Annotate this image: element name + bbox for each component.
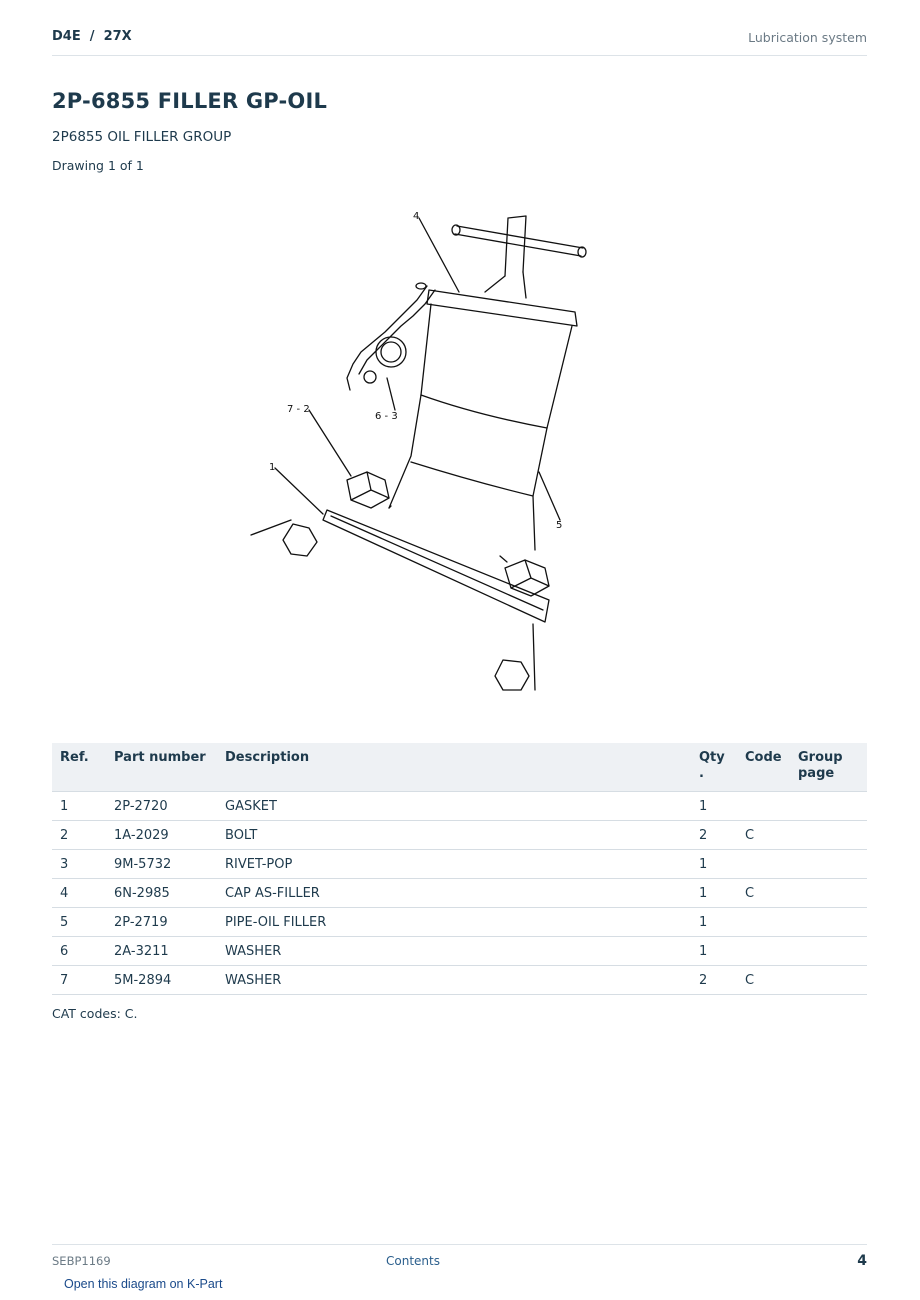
cell-ref: 3: [52, 850, 106, 879]
cell-group-page: [790, 792, 867, 821]
cell-description: BOLT: [217, 821, 691, 850]
cell-part-number: 2A-3211: [106, 937, 217, 966]
cell-description: CAP AS-FILLER: [217, 879, 691, 908]
cell-part-number: 1A-2029: [106, 821, 217, 850]
cell-code: C: [737, 879, 790, 908]
col-group-line1: Group: [798, 750, 843, 765]
cell-description: WASHER: [217, 966, 691, 995]
cell-part-number: 6N-2985: [106, 879, 217, 908]
cell-group-page: [790, 821, 867, 850]
page-number: 4: [857, 1253, 867, 1269]
cell-qty: 1: [691, 908, 737, 937]
cell-qty: 2: [691, 821, 737, 850]
cell-description: RIVET-POP: [217, 850, 691, 879]
col-part-number: Part number: [106, 743, 217, 792]
table-row: [52, 821, 867, 850]
drawing-count: Drawing 1 of 1: [52, 158, 144, 173]
parts-diagram: [195, 190, 725, 710]
cell-description: PIPE-OIL FILLER: [217, 908, 691, 937]
col-qty: [691, 743, 737, 792]
col-group-line2: page: [798, 766, 835, 781]
cell-ref: 6: [52, 937, 106, 966]
open-kpart-link[interactable]: Open this diagram on K-Part: [64, 1277, 223, 1291]
table-header-row: [52, 743, 867, 792]
cell-qty: 2: [691, 966, 737, 995]
callout-label: 6 - 3: [375, 411, 398, 422]
callout-label: 7 - 2: [287, 404, 310, 415]
callout-label: 4: [413, 211, 420, 222]
cell-code: [737, 937, 790, 966]
callout-label: 5: [556, 520, 563, 531]
table-row: [52, 908, 867, 937]
table-row: [52, 937, 867, 966]
callout-label: 1: [269, 462, 276, 473]
section-name: Lubrication system: [748, 30, 867, 45]
col-description: Description: [217, 743, 691, 792]
page-footer: [52, 1244, 867, 1273]
cell-part-number: 5M-2894: [106, 966, 217, 995]
contents-link[interactable]: Contents: [386, 1254, 440, 1268]
cell-description: WASHER: [217, 937, 691, 966]
cell-code: [737, 908, 790, 937]
cell-part-number: 2P-2720: [106, 792, 217, 821]
cell-code: C: [737, 966, 790, 995]
cell-part-number: 9M-5732: [106, 850, 217, 879]
table-row: [52, 879, 867, 908]
oil-filler-drawing: [195, 190, 725, 710]
parts-table: [52, 743, 867, 995]
cell-code: C: [737, 821, 790, 850]
page-title: 2P-6855 FILLER GP-OIL: [52, 89, 328, 113]
cell-group-page: [790, 879, 867, 908]
breadcrumb: D4E / 27X: [52, 29, 132, 44]
cell-group-page: [790, 850, 867, 879]
cell-ref: 5: [52, 908, 106, 937]
col-ref: Ref.: [52, 743, 106, 792]
cell-qty: 1: [691, 792, 737, 821]
cell-group-page: [790, 966, 867, 995]
cat-codes-note: CAT codes: C.: [52, 1006, 138, 1021]
col-qty-line2: .: [699, 766, 704, 781]
cell-code: [737, 850, 790, 879]
cell-code: [737, 792, 790, 821]
cell-part-number: 2P-2719: [106, 908, 217, 937]
cell-group-page: [790, 937, 867, 966]
cell-ref: 1: [52, 792, 106, 821]
cell-qty: 1: [691, 850, 737, 879]
table-row: [52, 792, 867, 821]
group-subtitle: 2P6855 OIL FILLER GROUP: [52, 129, 232, 145]
page-header: [52, 28, 867, 56]
table-row: [52, 966, 867, 995]
cell-group-page: [790, 908, 867, 937]
col-code: Code: [737, 743, 790, 792]
col-qty-line1: Qty: [699, 750, 725, 765]
cell-ref: 4: [52, 879, 106, 908]
document-id: SEBP1169: [52, 1254, 111, 1268]
cell-ref: 2: [52, 821, 106, 850]
cell-description: GASKET: [217, 792, 691, 821]
cell-qty: 1: [691, 879, 737, 908]
cell-qty: 1: [691, 937, 737, 966]
cell-ref: 7: [52, 966, 106, 995]
table-row: [52, 850, 867, 879]
col-group-page: [790, 743, 867, 792]
